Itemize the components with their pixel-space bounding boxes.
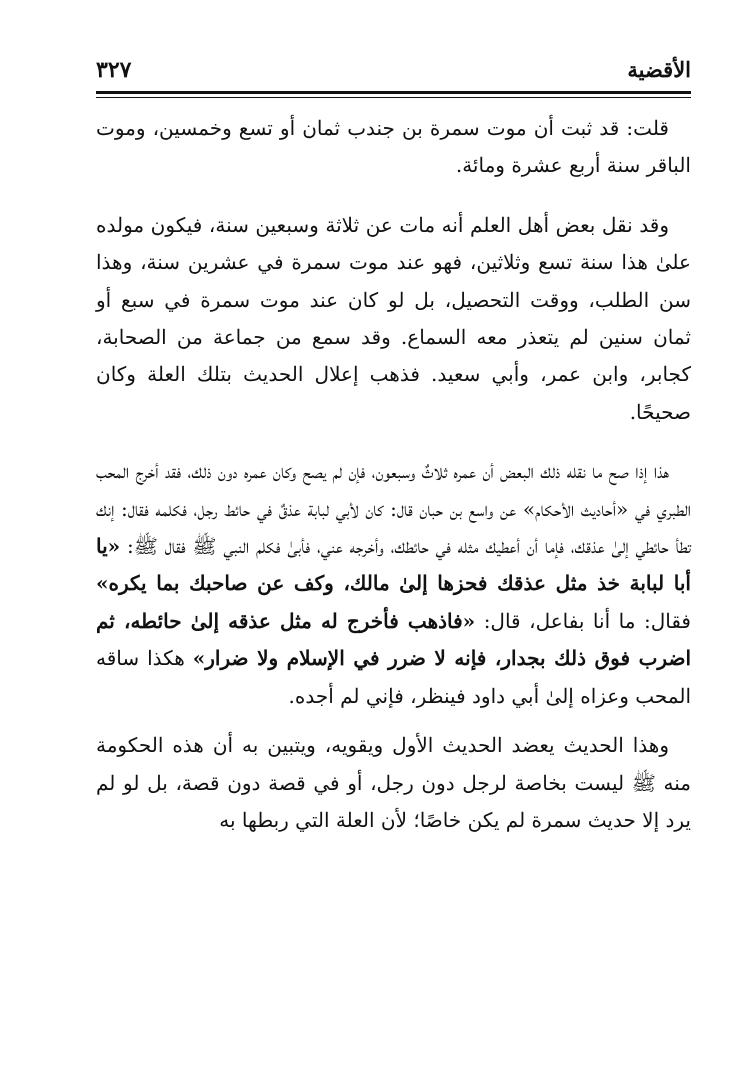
page-body xyxy=(96,110,691,839)
hadith-quote-2: «فاذهب فأخرج له مثل عذقه إلىٰ حائطه، ثم اضرب فوق ذلك بجدار، فإنه لا ضرر في الإسلام ولا ضرار» xyxy=(96,608,692,671)
hadith-quote-1: «يا أبا لبابة خذ مثل عذقك فحزها إلىٰ مالك، وكف عن صاحبك بما يكره» xyxy=(96,534,691,596)
page-number: ٣٢٧ xyxy=(96,57,132,83)
paragraph-3-text-3: هكذا ساقه المحب وعزاه إلىٰ أبي داود فينظر، فإني لم أجده. xyxy=(96,646,691,708)
paragraph-4: وهذا الحديث يعضد الحديث الأول ويقويه، ويتبين به أن هذه الحكومة منه ﷺ ليست بخاصة لرجل دون رجل، أو في قصة دون قصة، بل لو لم يرد إلا حديث سمرة لم يكن خاصًا؛ لأن العلة التي ربطها به xyxy=(96,733,691,832)
paragraph-3-text-1: هذا إذا صح ما نقله ذلك البعض أن عمره ثلاثٌ وسبعون، فإن لم يصح وكان عمره دون ذلك، فقد أخرج المحب الطبري في «أحاديث الأحكام» عن واسع بن حبان قال: كان لأبي لبابة عذقٌ في حائط رجل، فكلمه فقال: إنك تطأ حائطي إلىٰ عذقك، فإما أن أعطيك مثله في حائطك، وأخرجه عني، فأبىٰ فكلم النبي ﷺ فقال ﷺ: xyxy=(96,459,691,559)
page-header xyxy=(96,52,691,88)
paragraph-3-text-2: فقال: ما أنا بفاعل، قال: xyxy=(475,608,691,633)
paragraph-3 xyxy=(96,453,691,715)
paragraph-1: قلت: قد ثبت أن موت سمرة بن جندب ثمان أو تسع وخمسين، وموت الباقر سنة أربع عشرة ومائة. xyxy=(96,116,691,178)
chapter-title: الأقضية xyxy=(627,57,691,82)
header-rule-thick xyxy=(96,91,691,94)
paragraph-2: وقد نقل بعض أهل العلم أنه مات عن ثلاثة وسبعين سنة، فيكون مولده علىٰ هذا سنة تسع وثلاثين، فهو عند موت سمرة في عشرين سنة، وهذا سن الطلب، ووقت التحصيل، بل لو كان عند موت سمرة في سبع أو ثمان سنين لم يتعذر معه السماع. وقد سمع من جماعة من الصحابة، كجابر، وابن عمر، وأبي سعيد. فذهب إعلال الحديث بتلك العلة وكان صحيحًا. xyxy=(96,212,691,424)
header-rule-thin xyxy=(96,97,691,98)
